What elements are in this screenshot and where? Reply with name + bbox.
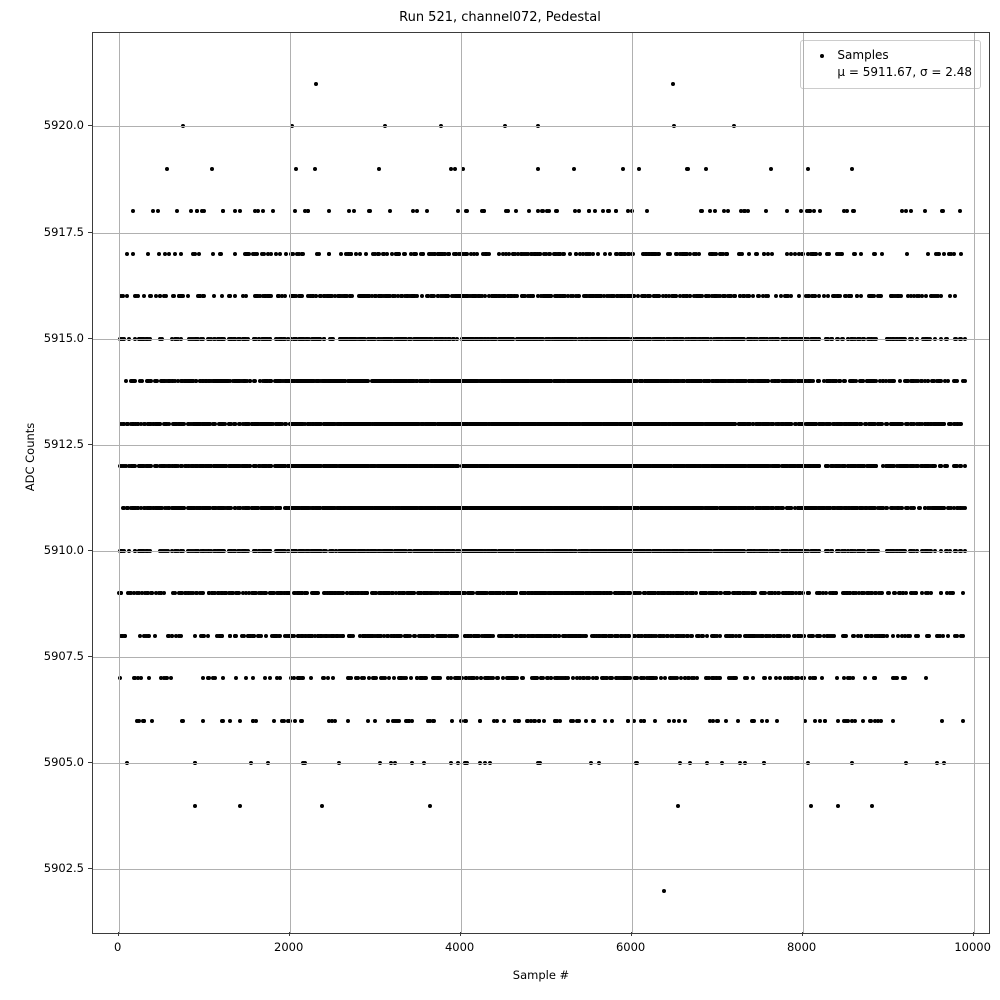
- x-axis-tick: [631, 932, 632, 936]
- x-axis-tick-label: 4000: [444, 940, 475, 954]
- legend-entry-stats: [809, 64, 972, 81]
- y-axis-label: ADC Counts: [23, 422, 37, 492]
- y-axis-tick: [88, 125, 92, 126]
- y-axis-tick-label: 5902.5: [43, 861, 84, 876]
- y-axis-tick: [88, 868, 92, 869]
- x-axis-tick: [289, 932, 290, 936]
- y-axis-tick: [88, 550, 92, 551]
- y-axis-tick-label: 5920.0: [43, 118, 84, 133]
- x-axis-tick: [460, 932, 461, 936]
- page-title: Run 521, channel072, Pedestal: [399, 10, 601, 25]
- grid-line-vertical: [119, 33, 120, 933]
- grid-line-vertical: [461, 33, 462, 933]
- x-axis-tick-label: 6000: [615, 940, 646, 954]
- y-axis-tick-label: 5907.5: [43, 649, 84, 664]
- legend-entry-samples: [809, 47, 972, 64]
- y-axis-tick: [88, 656, 92, 657]
- scatter-points: [93, 33, 989, 933]
- grid-line-vertical: [803, 33, 804, 933]
- grid-line-horizontal: [93, 339, 989, 340]
- y-axis-tick-label: 5910.0: [43, 542, 84, 557]
- x-axis-tick-label: 10000: [954, 940, 991, 954]
- x-axis-tick-label: 0: [113, 940, 122, 954]
- plot-area: [92, 32, 990, 934]
- grid-line-horizontal: [93, 869, 989, 870]
- grid-line-vertical: [974, 33, 975, 933]
- y-axis-tick-label: 5917.5: [43, 224, 84, 239]
- x-axis-label: Sample #: [512, 968, 570, 982]
- x-axis-tick: [802, 932, 803, 936]
- point-marker-icon: [809, 54, 835, 58]
- y-axis-tick: [88, 444, 92, 445]
- grid-line-horizontal: [93, 233, 989, 234]
- y-axis-tick: [88, 762, 92, 763]
- x-axis-tick: [118, 932, 119, 936]
- grid-line-vertical: [632, 33, 633, 933]
- grid-line-vertical: [290, 33, 291, 933]
- x-axis-tick: [973, 932, 974, 936]
- y-axis-tick-label: 5915.0: [43, 330, 84, 345]
- legend: [800, 40, 981, 89]
- y-axis-tick: [88, 232, 92, 233]
- grid-line-horizontal: [93, 126, 989, 127]
- legend-label-samples: Samples: [837, 48, 889, 62]
- y-axis-tick: [88, 338, 92, 339]
- y-axis-tick-label: 5905.0: [43, 755, 84, 770]
- x-axis-tick-label: 8000: [786, 940, 817, 954]
- blank-marker-icon: [809, 71, 835, 75]
- grid-line-horizontal: [93, 445, 989, 446]
- y-axis-tick-label: 5912.5: [43, 436, 84, 451]
- x-axis-tick-label: 2000: [274, 940, 304, 954]
- grid-line-horizontal: [93, 763, 989, 764]
- grid-line-horizontal: [93, 657, 989, 658]
- legend-label-stats: μ = 5911.67, σ = 2.48: [837, 65, 972, 80]
- grid-line-horizontal: [93, 551, 989, 552]
